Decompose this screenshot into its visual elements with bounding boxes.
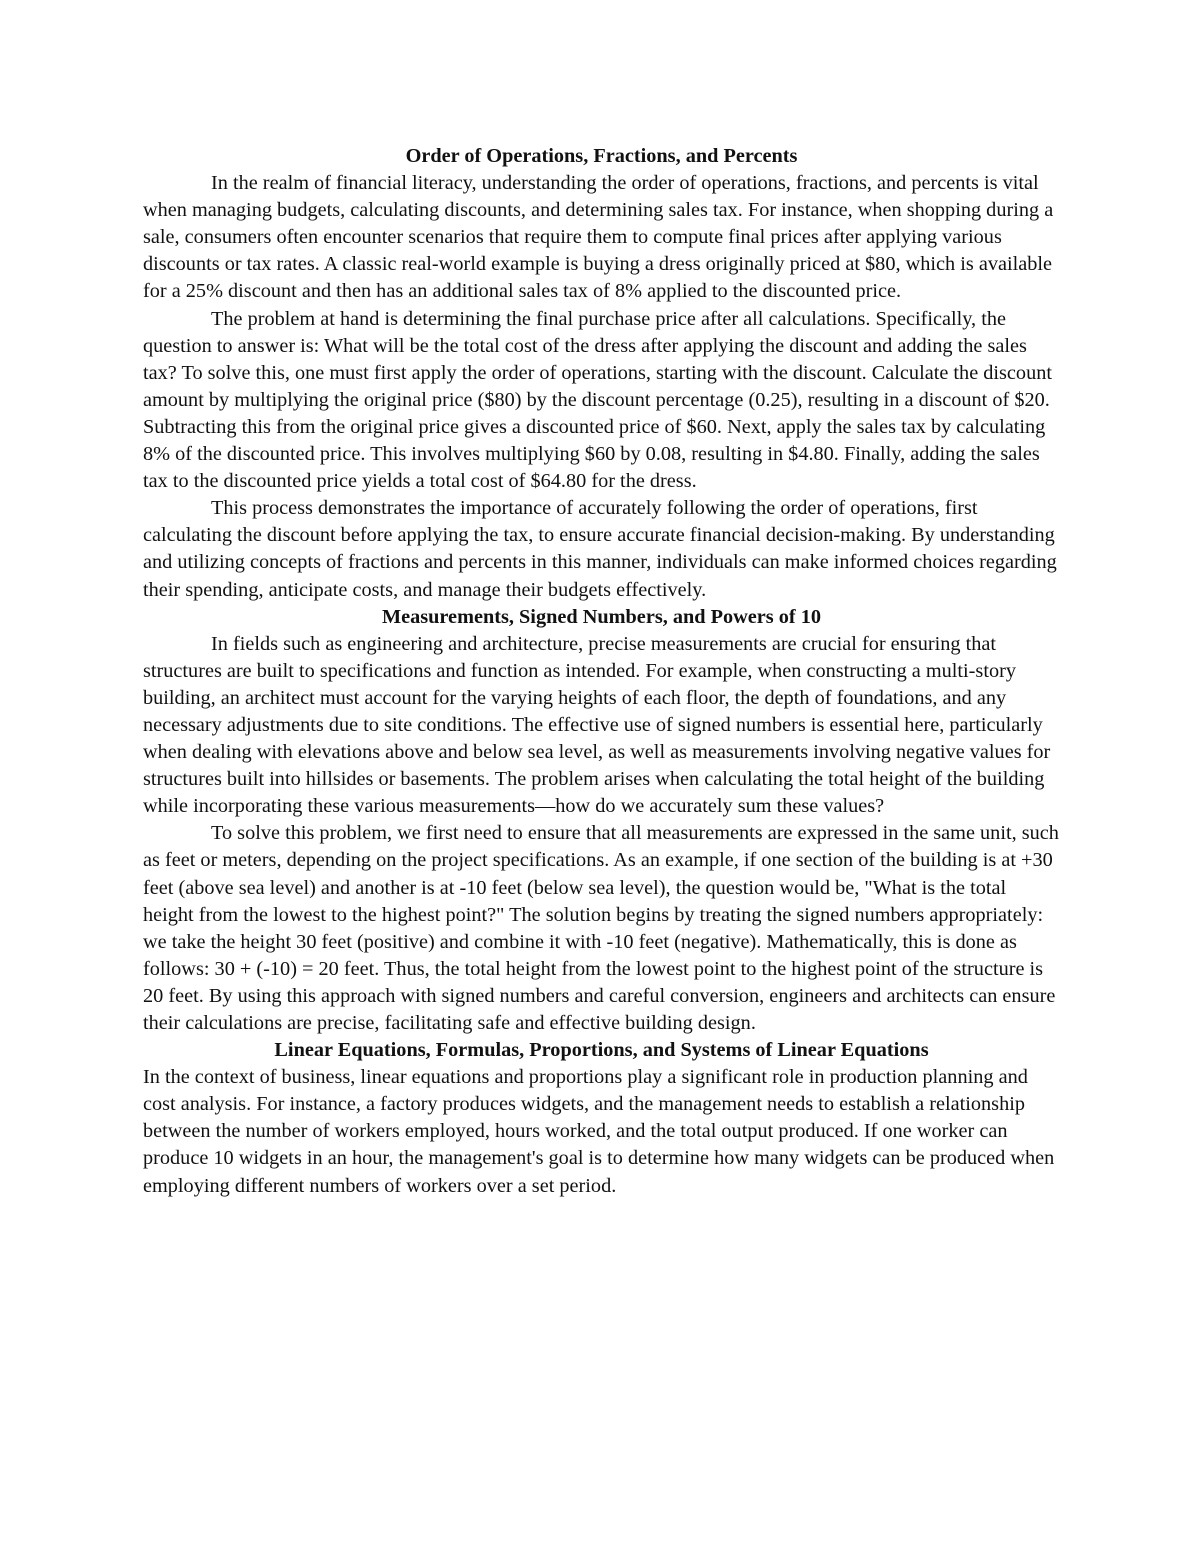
paragraph: In fields such as engineering and architecture, precise measurements are crucial for ensuring that structures are built to specifications and function as intended. For example, when constructing a multi-story building, an architect must account for the varying heights of each floor, the depth of foundations, and any necessary adjustments due to site conditions. The effective use of signed numbers is essential here, particularly when dealing with elevations above and below sea level, as well as measurements involving negative values for structures built into hillsides or basements. The problem arises when calculating the total height of the building while incorporating these various measurements—how do we accurately sum these values? — [143, 632, 1051, 818]
document-body — [143, 143, 1060, 1200]
section-heading-linear-equations: Linear Equations, Formulas, Proportions, and Systems of Linear Equations — [274, 1039, 929, 1062]
paragraph: The problem at hand is determining the final purchase price after all calculations. Specifically, the question to answer is: What will be the total cost of the dress after applying the discount and adding the sales tax? To solve this, one must first apply the order of operations, starting with the discount. Calculate the discount amount by multiplying the original price ($80) by the discount percentage (0.25), resulting in a discount of $20. Subtracting this from the original price gives a discounted price of $60. Next, apply the sales tax by calculating 8% of the discounted price. This involves multiplying $60 by 0.08, resulting in $4.80. Finally, adding the sales tax to the discounted price yields a total cost of $64.80 for the dress. — [143, 307, 1052, 493]
paragraph: In the realm of financial literacy, understanding the order of operations, fractions, and percents is vital when managing budgets, calculating discounts, and determining sales tax. For instance, when shopping during a sale, consumers often encounter scenarios that require them to compute final prices after applying various discounts or tax rates. A classic real-world example is buying a dress originally priced at $80, which is available for a 25% discount and then has an additional sales tax of 8% applied to the discounted price. — [143, 172, 1054, 303]
paragraph: In the context of business, linear equations and proportions play a significant role in production planning and cost analysis. For instance, a factory produces widgets, and the management needs to establish a relationship between the number of workers employed, hours worked, and the total output produced. If one worker can produce 10 widgets in an hour, the management's goal is to determine how many widgets can be produced when employing different numbers of workers over a set period. — [143, 1066, 1055, 1197]
section-heading-measurements: Measurements, Signed Numbers, and Powers of 10 — [381, 605, 822, 628]
paragraph: To solve this problem, we first need to ensure that all measurements are expressed in the same unit, such as feet or meters, depending on the project specifications. As an example, if one section of the building is at +30 feet (above sea level) and another is at -10 feet (below sea level), the question would be, "What is the total height from the lowest to the highest point?" The solution begins by treating the signed numbers appropriately: we take the height 30 feet (positive) and combine it with -10 feet (negative). Mathematically, this is done as follows: 30 + (-10) = 20 feet. Thus, the total height from the lowest point to the highest point of the structure is 20 feet. By using this approach with signed numbers and careful conversion, engineers and architects can ensure their calculations are precise, facilitating safe and effective building design. — [143, 822, 1059, 1034]
paragraph: This process demonstrates the importance of accurately following the order of operations, first calculating the discount before applying the tax, to ensure accurate financial decision-making. By understanding and utilizing concepts of fractions and percents in this manner, individuals can make informed choices regarding their spending, anticipate costs, and manage their budgets effectively. — [143, 497, 1057, 601]
section-heading-order-of-operations: Order of Operations, Fractions, and Percents — [405, 145, 798, 167]
